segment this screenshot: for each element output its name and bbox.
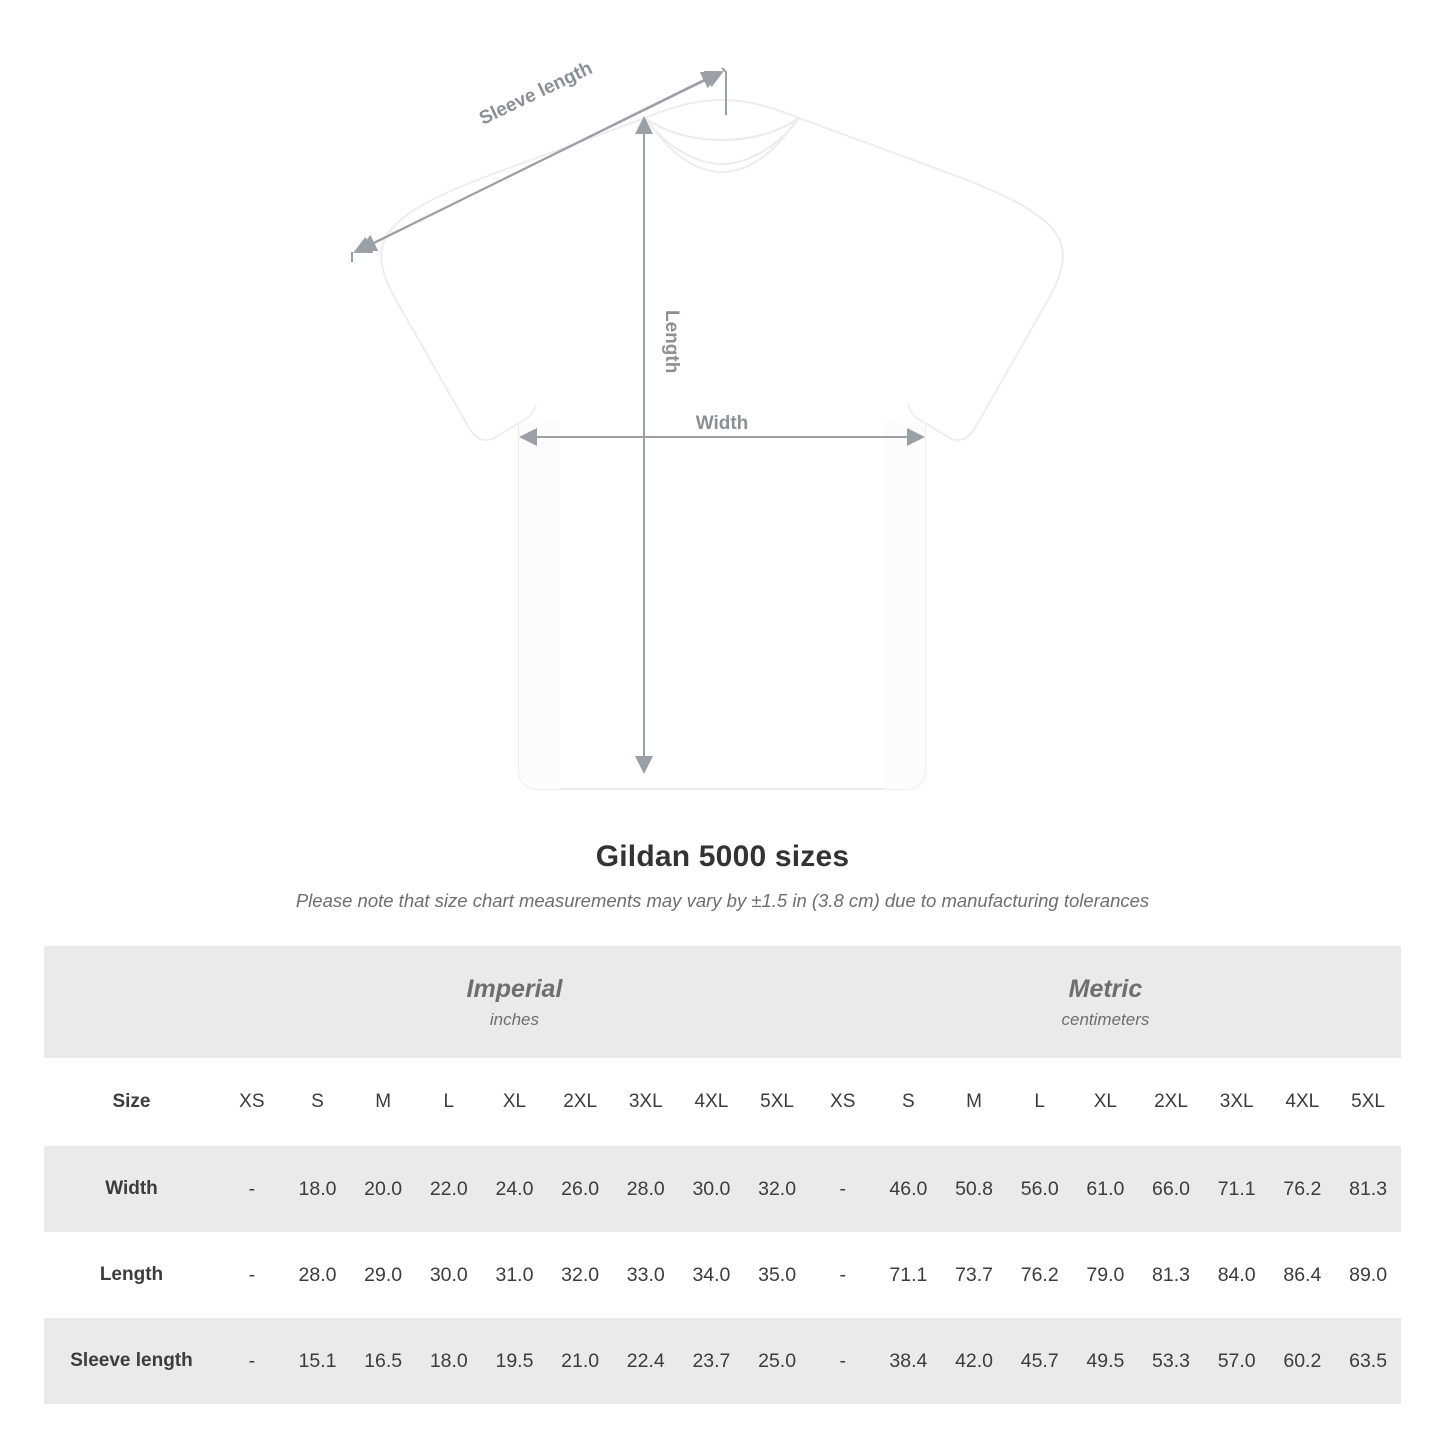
row-label-width: Width bbox=[44, 1146, 219, 1232]
metric-label: Metric bbox=[1068, 975, 1143, 1004]
size-col-metric-xs: XS bbox=[810, 1058, 876, 1146]
sleeve-metric-s: 38.4 bbox=[876, 1318, 942, 1404]
size-col-imperial-2xl: 2XL bbox=[547, 1058, 613, 1146]
sleeve-metric-m: 42.0 bbox=[941, 1318, 1007, 1404]
imperial-header bbox=[219, 946, 810, 1058]
sleeve-imperial-l: 18.0 bbox=[416, 1318, 482, 1404]
size-col-imperial-s: S bbox=[285, 1058, 351, 1146]
size-col-imperial-5xl: 5XL bbox=[744, 1058, 810, 1146]
table-row-width bbox=[44, 1146, 1401, 1232]
size-col-metric-xl: XL bbox=[1073, 1058, 1139, 1146]
sleeve-metric-xl: 49.5 bbox=[1073, 1318, 1139, 1404]
width-imperial-3xl: 28.0 bbox=[613, 1146, 679, 1232]
width-imperial-xs: - bbox=[219, 1146, 285, 1232]
sleeve-imperial-s: 15.1 bbox=[285, 1318, 351, 1404]
length-imperial-s: 28.0 bbox=[285, 1232, 351, 1318]
size-header-label: Size bbox=[44, 1058, 219, 1146]
sleeve-metric-xs: - bbox=[810, 1318, 876, 1404]
width-imperial-xl: 24.0 bbox=[482, 1146, 548, 1232]
width-imperial-4xl: 30.0 bbox=[679, 1146, 745, 1232]
length-imperial-3xl: 33.0 bbox=[613, 1232, 679, 1318]
sleeve-imperial-3xl: 22.4 bbox=[613, 1318, 679, 1404]
width-label: Width bbox=[695, 413, 749, 434]
unit-header-row bbox=[44, 946, 1401, 1058]
size-col-imperial-xs: XS bbox=[219, 1058, 285, 1146]
length-label: Length bbox=[661, 310, 682, 374]
width-imperial-s: 18.0 bbox=[285, 1146, 351, 1232]
sleeve-imperial-5xl: 25.0 bbox=[744, 1318, 810, 1404]
size-table-wrap bbox=[44, 946, 1401, 1404]
size-col-imperial-xl: XL bbox=[482, 1058, 548, 1146]
length-imperial-l: 30.0 bbox=[416, 1232, 482, 1318]
length-imperial-4xl: 34.0 bbox=[679, 1232, 745, 1318]
size-col-metric-2xl: 2XL bbox=[1138, 1058, 1204, 1146]
width-metric-xl: 61.0 bbox=[1073, 1146, 1139, 1232]
sleeve-metric-l: 45.7 bbox=[1007, 1318, 1073, 1404]
width-metric-4xl: 76.2 bbox=[1270, 1146, 1336, 1232]
row-label-length: Length bbox=[44, 1232, 219, 1318]
tolerance-note: Please note that size chart measurements may vary by ±1.5 in (3.8 cm) due to manufacturing tolerances bbox=[295, 890, 1150, 911]
length-imperial-m: 29.0 bbox=[350, 1232, 416, 1318]
size-col-metric-3xl: 3XL bbox=[1204, 1058, 1270, 1146]
size-col-imperial-l: L bbox=[416, 1058, 482, 1146]
table-row-sleeve-length bbox=[44, 1318, 1401, 1404]
width-imperial-5xl: 32.0 bbox=[744, 1146, 810, 1232]
length-metric-3xl: 84.0 bbox=[1204, 1232, 1270, 1318]
size-col-imperial-3xl: 3XL bbox=[613, 1058, 679, 1146]
size-header-row bbox=[44, 1058, 1401, 1146]
page-title: Gildan 5000 sizes bbox=[595, 840, 850, 873]
sleeve-imperial-m: 16.5 bbox=[350, 1318, 416, 1404]
length-metric-xs: - bbox=[810, 1232, 876, 1318]
width-metric-2xl: 66.0 bbox=[1138, 1146, 1204, 1232]
metric-sublabel: centimeters bbox=[1061, 1009, 1150, 1029]
sleeve-imperial-2xl: 21.0 bbox=[547, 1318, 613, 1404]
size-col-imperial-m: M bbox=[350, 1058, 416, 1146]
table-row-length bbox=[44, 1232, 1401, 1318]
width-metric-l: 56.0 bbox=[1007, 1146, 1073, 1232]
title-block bbox=[0, 840, 1445, 912]
length-metric-5xl: 89.0 bbox=[1335, 1232, 1401, 1318]
length-metric-2xl: 81.3 bbox=[1138, 1232, 1204, 1318]
metric-header bbox=[810, 946, 1401, 1058]
size-col-metric-m: M bbox=[941, 1058, 1007, 1146]
width-imperial-m: 20.0 bbox=[350, 1146, 416, 1232]
sleeve-metric-3xl: 57.0 bbox=[1204, 1318, 1270, 1404]
size-col-metric-4xl: 4XL bbox=[1270, 1058, 1336, 1146]
width-metric-xs: - bbox=[810, 1146, 876, 1232]
row-label-sleeve-length: Sleeve length bbox=[44, 1318, 219, 1404]
imperial-sublabel: inches bbox=[489, 1009, 540, 1029]
tshirt-shape bbox=[381, 100, 1063, 789]
sleeve-metric-4xl: 60.2 bbox=[1270, 1318, 1336, 1404]
sleeve-imperial-4xl: 23.7 bbox=[679, 1318, 745, 1404]
width-metric-3xl: 71.1 bbox=[1204, 1146, 1270, 1232]
width-imperial-2xl: 26.0 bbox=[547, 1146, 613, 1232]
length-imperial-5xl: 35.0 bbox=[744, 1232, 810, 1318]
sleeve-imperial-xl: 19.5 bbox=[482, 1318, 548, 1404]
length-metric-m: 73.7 bbox=[941, 1232, 1007, 1318]
sleeve-metric-2xl: 53.3 bbox=[1138, 1318, 1204, 1404]
size-col-metric-s: S bbox=[876, 1058, 942, 1146]
size-col-imperial-4xl: 4XL bbox=[679, 1058, 745, 1146]
length-metric-xl: 79.0 bbox=[1073, 1232, 1139, 1318]
sleeve-length-label: Sleeve length bbox=[476, 57, 596, 130]
size-col-metric-l: L bbox=[1007, 1058, 1073, 1146]
imperial-label: Imperial bbox=[466, 975, 563, 1004]
size-col-metric-5xl: 5XL bbox=[1335, 1058, 1401, 1146]
width-metric-5xl: 81.3 bbox=[1335, 1146, 1401, 1232]
width-metric-s: 46.0 bbox=[876, 1146, 942, 1232]
sleeve-imperial-xs: - bbox=[219, 1318, 285, 1404]
length-metric-s: 71.1 bbox=[876, 1232, 942, 1318]
size-table bbox=[44, 946, 1401, 1404]
width-metric-m: 50.8 bbox=[941, 1146, 1007, 1232]
length-imperial-xl: 31.0 bbox=[482, 1232, 548, 1318]
unit-header-spacer bbox=[44, 946, 219, 1058]
width-imperial-l: 22.0 bbox=[416, 1146, 482, 1232]
length-imperial-xs: - bbox=[219, 1232, 285, 1318]
length-imperial-2xl: 32.0 bbox=[547, 1232, 613, 1318]
length-metric-4xl: 86.4 bbox=[1270, 1232, 1336, 1318]
sleeve-metric-5xl: 63.5 bbox=[1335, 1318, 1401, 1404]
length-metric-l: 76.2 bbox=[1007, 1232, 1073, 1318]
